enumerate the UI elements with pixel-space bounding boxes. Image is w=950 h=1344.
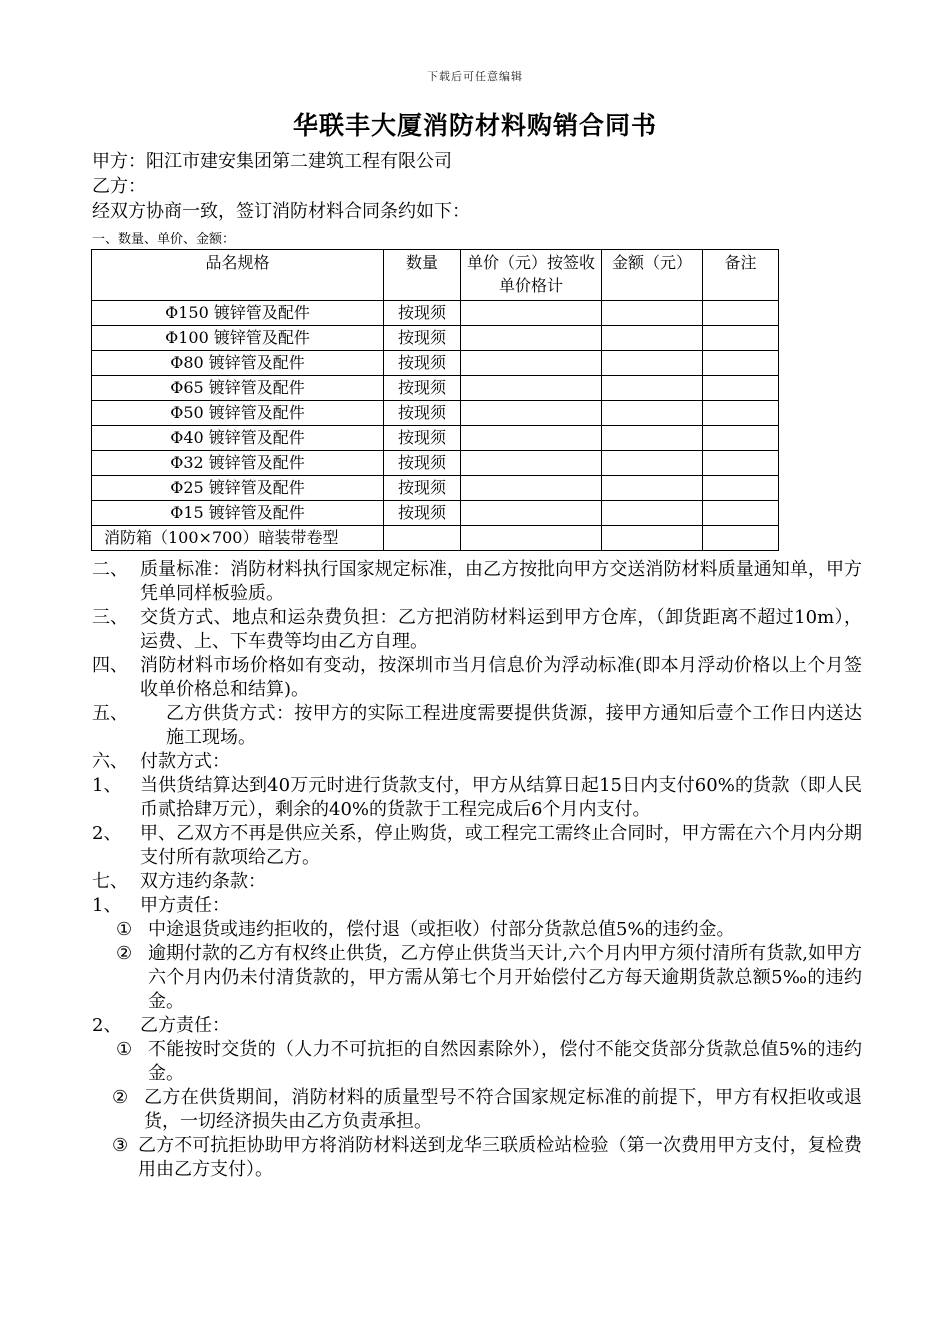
clause-5 <box>92 702 862 750</box>
document-title: 华联丰大厦消防材料购销合同书 <box>292 111 657 140</box>
cell-amount <box>602 326 703 351</box>
clause-3 <box>92 606 862 654</box>
clause-text: 乙方不可抗拒协助甲方将消防材料送到龙华三联质检站检验（第一次费用甲方支付，复检费用由乙方支付）。 <box>138 1135 862 1180</box>
party-b: 乙方： <box>92 176 146 197</box>
clause-6-2 <box>92 822 862 870</box>
col-header-qty: 数量 <box>384 250 461 301</box>
table-row <box>92 501 779 526</box>
cell-name: Φ65 镀锌管及配件 <box>92 376 384 401</box>
cell-qty: 按现须 <box>384 426 461 451</box>
col-header-name: 品名规格 <box>92 250 384 301</box>
clause-text: 双方违约条款： <box>140 871 266 892</box>
table-header-row <box>92 250 779 301</box>
clause-label: 五、 <box>92 703 128 724</box>
clause-text: 质量标准：消防材料执行国家规定标准，由乙方按批向甲方交送消防材料质量通知单，甲方凭单同样板验质。 <box>140 559 862 604</box>
cell-price <box>461 401 602 426</box>
cell-name: Φ25 镀锌管及配件 <box>92 476 384 501</box>
cell-price <box>461 451 602 476</box>
cell-remark <box>703 501 779 526</box>
clause-label: 二、 <box>92 559 128 580</box>
table-row <box>92 526 779 551</box>
col-header-unit-price: 单价（元）按签收单价格计 <box>461 250 602 301</box>
clause-7 <box>92 870 862 894</box>
clause-text: 消防材料市场价格如有变动，按深圳市当月信息价为浮动标准(即本月浮动价格以上个月签收单价格总和结算)。 <box>140 655 862 700</box>
cell-qty <box>384 526 461 551</box>
cell-remark <box>703 351 779 376</box>
clause-text: 交货方式、地点和运杂费负担：乙方把消防材料运到甲方仓库，（卸货距离不超过10m），运费、上、下车费等均由乙方自理。 <box>140 607 862 652</box>
table-row <box>92 376 779 401</box>
cell-remark <box>703 526 779 551</box>
cell-qty: 按现须 <box>384 501 461 526</box>
cell-remark <box>703 301 779 326</box>
clause-7-2-b <box>92 1086 862 1134</box>
cell-price <box>461 426 602 451</box>
table-row <box>92 426 779 451</box>
cell-name: Φ15 镀锌管及配件 <box>92 501 384 526</box>
cell-price <box>461 376 602 401</box>
clause-label: ① <box>116 1039 133 1060</box>
cell-remark <box>703 401 779 426</box>
page-header: 下载后可任意编辑 <box>427 70 523 83</box>
cell-price <box>461 526 602 551</box>
clause-label: ③ <box>112 1135 129 1156</box>
clause-7-1-b <box>92 942 862 1014</box>
cell-qty: 按现须 <box>384 401 461 426</box>
table-row <box>92 326 779 351</box>
col-header-remark: 备注 <box>703 250 779 301</box>
clause-text: 中途退货或违约拒收的，偿付退（或拒收）付部分货款总值5%的违约金。 <box>148 919 735 940</box>
cell-name: Φ32 镀锌管及配件 <box>92 451 384 476</box>
clause-label: 1、 <box>92 775 122 796</box>
clause-7-1-a <box>92 918 862 942</box>
clause-label: 2、 <box>92 823 122 844</box>
clause-label: ① <box>116 919 133 940</box>
clause-6-1 <box>92 774 862 822</box>
clause-label: 1、 <box>92 895 122 916</box>
party-a: 甲方：阳江市建安集团第二建筑工程有限公司 <box>92 151 452 172</box>
clause-text: 乙方在供货期间，消防材料的质量型号不符合国家规定标准的前提下，甲方有权拒收或退货，一切经济损失由乙方负责承担。 <box>144 1087 862 1132</box>
cell-qty: 按现须 <box>384 476 461 501</box>
cell-name: Φ100 镀锌管及配件 <box>92 326 384 351</box>
clause-label: 三、 <box>92 607 128 628</box>
cell-name: Φ150 镀锌管及配件 <box>92 301 384 326</box>
cell-price <box>461 351 602 376</box>
clause-label: ② <box>116 943 133 964</box>
cell-price <box>461 301 602 326</box>
cell-amount <box>602 451 703 476</box>
cell-qty: 按现须 <box>384 351 461 376</box>
cell-amount <box>602 351 703 376</box>
cell-remark <box>703 451 779 476</box>
clause-label: 2、 <box>92 1015 122 1036</box>
cell-amount <box>602 376 703 401</box>
table-row <box>92 351 779 376</box>
cell-name: Φ40 镀锌管及配件 <box>92 426 384 451</box>
cell-amount <box>602 476 703 501</box>
clause-4 <box>92 654 862 702</box>
items-table <box>91 249 779 551</box>
clause-text: 甲方责任： <box>140 895 230 916</box>
clause-text: 付款方式： <box>140 751 230 772</box>
cell-price <box>461 501 602 526</box>
clause-2 <box>92 558 862 606</box>
clause-7-1 <box>92 894 862 918</box>
contract-clauses <box>92 558 862 1182</box>
table-row <box>92 301 779 326</box>
cell-name: Φ80 镀锌管及配件 <box>92 351 384 376</box>
cell-price <box>461 326 602 351</box>
cell-qty: 按现须 <box>384 326 461 351</box>
clause-6 <box>92 750 862 774</box>
cell-amount <box>602 501 703 526</box>
cell-amount <box>602 301 703 326</box>
cell-remark <box>703 326 779 351</box>
clause-label: 四、 <box>92 655 128 676</box>
clause-text: 逾期付款的乙方有权终止供货，乙方停止供货当天计,六个月内甲方须付清所有货款,如甲方六个月内仍未付清货款的，甲方需从第七个月开始偿付乙方每天逾期货款总额5‰的违约金。 <box>148 943 862 1012</box>
cell-price <box>461 476 602 501</box>
col-header-amount: 金额（元） <box>602 250 703 301</box>
table-row <box>92 451 779 476</box>
cell-remark <box>703 426 779 451</box>
cell-qty: 按现须 <box>384 376 461 401</box>
clause-text: 乙方供货方式：按甲方的实际工程进度需要提供货源，接甲方通知后壹个工作日内送达施工现场。 <box>166 703 862 748</box>
clause-7-2-a <box>92 1038 862 1086</box>
cell-amount <box>602 526 703 551</box>
cell-name: Φ50 镀锌管及配件 <box>92 401 384 426</box>
cell-qty: 按现须 <box>384 451 461 476</box>
clause-7-2-c <box>92 1134 862 1182</box>
clause-label: 六、 <box>92 751 128 772</box>
clause-label: 七、 <box>92 871 128 892</box>
table-row <box>92 401 779 426</box>
cell-name: 消防箱（100×700）暗装带卷型 <box>92 526 384 551</box>
clause-text: 当供货结算达到40万元时进行货款支付，甲方从结算日起15日内支付60%的货款（即人民币贰拾肆万元），剩余的40%的货款于工程完成后6个月内支付。 <box>140 775 862 820</box>
clause-7-2 <box>92 1014 862 1038</box>
clause-text: 乙方责任： <box>140 1015 230 1036</box>
cell-amount <box>602 426 703 451</box>
intro-text: 经双方协商一致，签订消防材料合同条约如下： <box>92 201 470 222</box>
cell-amount <box>602 401 703 426</box>
cell-remark <box>703 376 779 401</box>
clause-text: 不能按时交货的（人力不可抗拒的自然因素除外），偿付不能交货部分货款总值5%的违约金。 <box>148 1039 862 1084</box>
clause-text: 甲、乙双方不再是供应关系，停止购货，或工程完工需终止合同时，甲方需在六个月内分期支付所有款项给乙方。 <box>140 823 862 868</box>
clause-label: ② <box>112 1087 129 1108</box>
cell-qty: 按现须 <box>384 301 461 326</box>
section1-heading: 一、数量、单价、金额： <box>92 232 236 247</box>
cell-remark <box>703 476 779 501</box>
table-row <box>92 476 779 501</box>
